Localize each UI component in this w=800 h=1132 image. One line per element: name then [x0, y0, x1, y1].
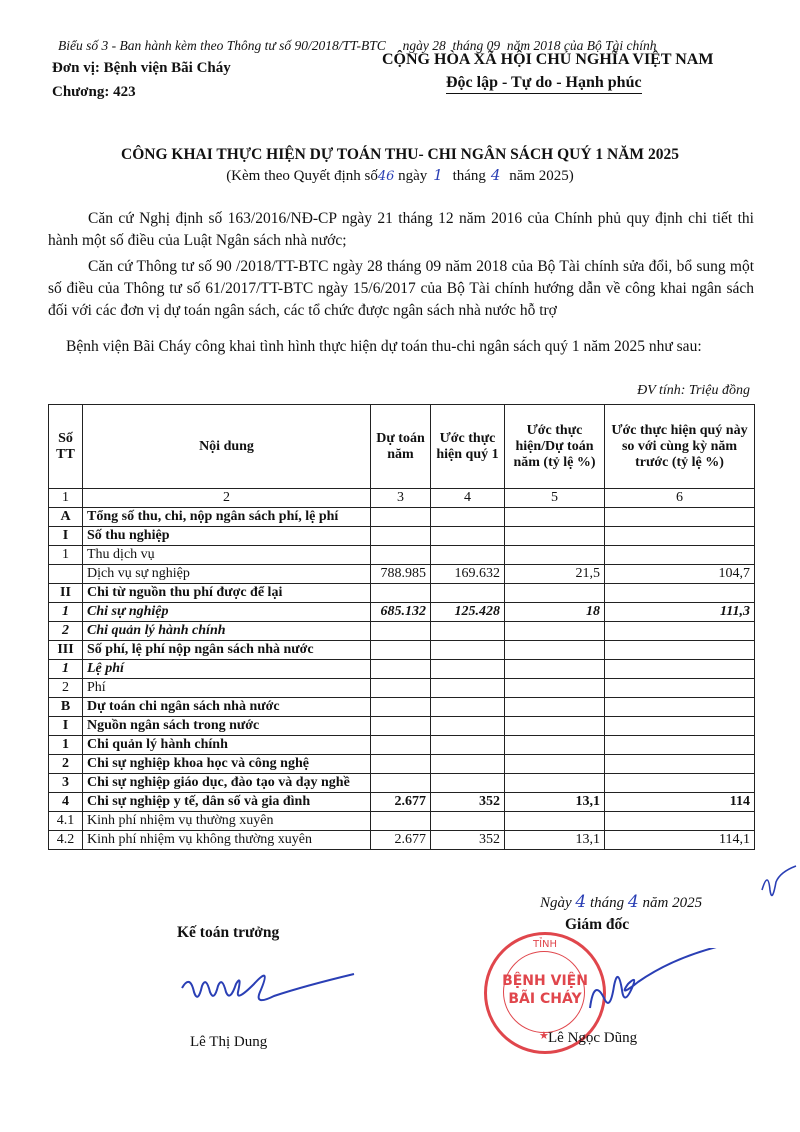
- chief-accountant-title: Kế toán trưởng: [177, 924, 280, 941]
- row-content: Dịch vụ sự nghiệp: [83, 565, 371, 584]
- table-body: [49, 508, 755, 850]
- row-ratio-estimate: [505, 755, 605, 774]
- row-stt: 1: [49, 603, 83, 622]
- stamp-top-text: TỈNH: [532, 939, 558, 950]
- row-annual-estimate: 685.132: [371, 603, 431, 622]
- row-ratio-prev-year: [605, 527, 755, 546]
- table-row: [49, 584, 755, 603]
- row-ratio-estimate: 13,1: [505, 793, 605, 812]
- row-q1-estimate: 125.428: [431, 603, 505, 622]
- table-row: [49, 755, 755, 774]
- row-content: Thu dịch vụ: [83, 546, 371, 565]
- subtitle-suffix: năm 2025): [509, 168, 574, 184]
- row-stt: A: [49, 508, 83, 527]
- col-number: 1: [49, 489, 83, 508]
- row-ratio-prev-year: [605, 698, 755, 717]
- row-stt: 4: [49, 793, 83, 812]
- row-stt: 4.2: [49, 831, 83, 850]
- budget-table: [48, 404, 755, 850]
- col-number: 3: [371, 489, 431, 508]
- row-content: Phí: [83, 679, 371, 698]
- row-ratio-prev-year: [605, 679, 755, 698]
- sign-date-prefix: Ngày: [540, 895, 572, 911]
- row-ratio-prev-year: [605, 508, 755, 527]
- row-q1-estimate: [431, 527, 505, 546]
- unit-note: ĐV tính: Triệu đồng: [637, 383, 750, 398]
- paragraph-3: Bệnh viện Bãi Cháy công khai tình hình thực hiện dự toán thu-chi ngân sách quý 1 năm 2025 như sau:: [66, 338, 702, 355]
- row-ratio-prev-year: [605, 736, 755, 755]
- row-ratio-prev-year: [605, 622, 755, 641]
- col-number: 2: [83, 489, 371, 508]
- motto: Độc lập - Tự do - Hạnh phúc: [446, 74, 642, 94]
- row-ratio-prev-year: [605, 812, 755, 831]
- header-ratio-estimate: Ước thực hiện/Dự toán năm (tỷ lệ %): [505, 405, 605, 489]
- row-ratio-estimate: [505, 774, 605, 793]
- row-annual-estimate: [371, 584, 431, 603]
- row-content: Dự toán chi ngân sách nhà nước: [83, 698, 371, 717]
- stamp-line-2: BÃI CHÁY: [508, 991, 582, 1007]
- row-annual-estimate: [371, 812, 431, 831]
- row-annual-estimate: [371, 546, 431, 565]
- sign-month-label: tháng: [590, 895, 625, 911]
- row-stt: B: [49, 698, 83, 717]
- row-stt: 2: [49, 622, 83, 641]
- decision-month: 4: [490, 166, 501, 184]
- table-row: [49, 641, 755, 660]
- table-row: [49, 508, 755, 527]
- row-ratio-estimate: [505, 546, 605, 565]
- sign-date: [540, 892, 702, 912]
- row-ratio-estimate: 21,5: [505, 565, 605, 584]
- row-stt: II: [49, 584, 83, 603]
- row-stt: 2: [49, 755, 83, 774]
- row-content: Kinh phí nhiệm vụ thường xuyên: [83, 812, 371, 831]
- table-row: [49, 660, 755, 679]
- row-ratio-prev-year: [605, 584, 755, 603]
- subtitle-day-label: ngày: [398, 168, 428, 184]
- row-q1-estimate: [431, 698, 505, 717]
- table-row: [49, 679, 755, 698]
- row-annual-estimate: [371, 774, 431, 793]
- row-ratio-prev-year: 111,3: [605, 603, 755, 622]
- row-annual-estimate: [371, 698, 431, 717]
- paragraph-1: Căn cứ Nghị định số 163/2016/NĐ-CP ngày 21 tháng 12 năm 2016 của Chính phủ quy định chi tiết thi hành một số điều của Luật Ngân sách nhà nước;: [48, 210, 754, 249]
- sign-month: 4: [627, 892, 639, 912]
- row-q1-estimate: [431, 679, 505, 698]
- row-annual-estimate: [371, 641, 431, 660]
- stamp-line-1: BỆNH VIỆN: [502, 973, 588, 989]
- row-ratio-estimate: [505, 660, 605, 679]
- row-content: Lệ phí: [83, 660, 371, 679]
- nation-title: CỘNG HÒA XÃ HỘI CHỦ NGHĨA VIỆT NAM: [382, 51, 714, 68]
- row-q1-estimate: [431, 717, 505, 736]
- table-row: [49, 603, 755, 622]
- row-ratio-estimate: [505, 679, 605, 698]
- row-q1-estimate: [431, 812, 505, 831]
- row-annual-estimate: [371, 527, 431, 546]
- row-ratio-estimate: [505, 812, 605, 831]
- table-row: [49, 622, 755, 641]
- col-number: 5: [505, 489, 605, 508]
- row-ratio-prev-year: [605, 717, 755, 736]
- subtitle-month-label: tháng: [452, 168, 486, 184]
- director-name: Lê Ngọc Dũng: [548, 1030, 638, 1046]
- table-row: [49, 812, 755, 831]
- row-annual-estimate: 2.677: [371, 793, 431, 812]
- sign-date-suffix: năm 2025: [642, 895, 703, 911]
- row-annual-estimate: [371, 660, 431, 679]
- row-q1-estimate: [431, 508, 505, 527]
- unit-line: Đơn vị: Bệnh viện Bãi Cháy: [52, 60, 231, 76]
- row-ratio-estimate: [505, 622, 605, 641]
- table-row: [49, 698, 755, 717]
- doc-subtitle: [0, 166, 800, 185]
- row-stt: 4.1: [49, 812, 83, 831]
- row-content: Chi sự nghiệp khoa học và công nghệ: [83, 755, 371, 774]
- row-q1-estimate: [431, 546, 505, 565]
- row-annual-estimate: [371, 508, 431, 527]
- row-annual-estimate: 788.985: [371, 565, 431, 584]
- row-q1-estimate: 352: [431, 831, 505, 850]
- row-q1-estimate: 169.632: [431, 565, 505, 584]
- row-content: Chi quản lý hành chính: [83, 622, 371, 641]
- table-row: [49, 527, 755, 546]
- col-number: 4: [431, 489, 505, 508]
- decision-day: 1: [433, 166, 443, 184]
- row-ratio-estimate: [505, 698, 605, 717]
- row-q1-estimate: [431, 774, 505, 793]
- row-content: Số thu nghiệp: [83, 527, 371, 546]
- row-ratio-prev-year: [605, 660, 755, 679]
- header-stt: Số TT: [49, 405, 83, 489]
- row-content: Chi quản lý hành chính: [83, 736, 371, 755]
- row-stt: 1: [49, 660, 83, 679]
- col-number: 6: [605, 489, 755, 508]
- row-stt: I: [49, 717, 83, 736]
- row-q1-estimate: [431, 584, 505, 603]
- table-row: [49, 774, 755, 793]
- row-content: Tổng số thu, chi, nộp ngân sách phí, lệ phí: [83, 508, 371, 527]
- row-ratio-estimate: [505, 717, 605, 736]
- row-content: Số phí, lệ phí nộp ngân sách nhà nước: [83, 641, 371, 660]
- row-ratio-prev-year: 114: [605, 793, 755, 812]
- header-q1-estimate: Ước thực hiện quý 1: [431, 405, 505, 489]
- chief-accountant-name: Lê Thị Dung: [190, 1034, 268, 1050]
- row-q1-estimate: 352: [431, 793, 505, 812]
- row-ratio-estimate: [505, 584, 605, 603]
- row-ratio-prev-year: [605, 755, 755, 774]
- row-q1-estimate: [431, 622, 505, 641]
- row-stt: I: [49, 527, 83, 546]
- table-row: [49, 831, 755, 850]
- row-ratio-estimate: 18: [505, 603, 605, 622]
- row-ratio-estimate: [505, 508, 605, 527]
- row-ratio-prev-year: [605, 774, 755, 793]
- row-annual-estimate: [371, 679, 431, 698]
- row-content: Kinh phí nhiệm vụ không thường xuyên: [83, 831, 371, 850]
- header-annual-estimate: Dự toán năm: [371, 405, 431, 489]
- director-title: Giám đốc: [565, 916, 630, 933]
- row-q1-estimate: [431, 641, 505, 660]
- row-q1-estimate: [431, 660, 505, 679]
- row-content: Chi từ nguồn thu phí được để lại: [83, 584, 371, 603]
- form-note: Biểu số 3 - Ban hành kèm theo Thông tư số 90/2018/TT-BTC ngày 28 tháng 09 năm 2018 của Bộ Tài chính: [58, 38, 657, 53]
- table-row: [49, 717, 755, 736]
- row-ratio-prev-year: [605, 546, 755, 565]
- row-content: Nguồn ngân sách trong nước: [83, 717, 371, 736]
- doc-title: CÔNG KHAI THỰC HIỆN DỰ TOÁN THU- CHI NGÂN SÁCH QUÝ 1 NĂM 2025: [121, 146, 679, 163]
- sign-day: 4: [575, 892, 587, 912]
- row-annual-estimate: 2.677: [371, 831, 431, 850]
- row-q1-estimate: [431, 755, 505, 774]
- row-content: Chi sự nghiệp: [83, 603, 371, 622]
- row-ratio-estimate: [505, 641, 605, 660]
- row-stt: 1: [49, 736, 83, 755]
- chief-accountant-signature: [170, 946, 380, 1016]
- row-stt: 3: [49, 774, 83, 793]
- row-annual-estimate: [371, 736, 431, 755]
- decision-number: 46: [377, 169, 395, 184]
- row-ratio-prev-year: 104,7: [605, 565, 755, 584]
- row-stt: 2: [49, 679, 83, 698]
- row-stt: [49, 565, 83, 584]
- row-stt: III: [49, 641, 83, 660]
- paragraph-2: Căn cứ Thông tư số 90 /2018/TT-BTC ngày 28 tháng 09 năm 2018 của Bộ Tài chính sửa đổi, bổ sung một số điều của Thông tư số 61/2017/TT-BTC ngày 15/6/2017 của Bộ Tài chính hướng dẫn về công khai ngân sách đối với các đơn vị dự toán ngân sách, các tổ chức được ngân sách nhà nước hỗ trợ: [48, 258, 754, 319]
- row-ratio-prev-year: 114,1: [605, 831, 755, 850]
- table-row: [49, 793, 755, 812]
- row-annual-estimate: [371, 717, 431, 736]
- table-row: [49, 546, 755, 565]
- table-row: [49, 565, 755, 584]
- subtitle-prefix: (Kèm theo Quyết định số: [226, 168, 378, 184]
- row-stt: 1: [49, 546, 83, 565]
- row-ratio-estimate: 13,1: [505, 831, 605, 850]
- row-q1-estimate: [431, 736, 505, 755]
- header-ratio-prev-year: Ước thực hiện quý này so với cùng kỳ năm trước (tỷ lệ %): [605, 405, 755, 489]
- table-row: [49, 736, 755, 755]
- chapter-line: Chương: 423: [52, 84, 136, 100]
- row-ratio-estimate: [505, 527, 605, 546]
- row-content: Chi sự nghiệp giáo dục, đào tạo và dạy nghề: [83, 774, 371, 793]
- row-content: Chi sự nghiệp y tế, dân số và gia đình: [83, 793, 371, 812]
- row-ratio-prev-year: [605, 641, 755, 660]
- row-annual-estimate: [371, 755, 431, 774]
- director-signature: [560, 948, 760, 1038]
- header-content: Nội dung: [83, 405, 371, 489]
- margin-initial-mark: [758, 862, 800, 902]
- stamp-star-icon: ★: [539, 1030, 549, 1042]
- row-ratio-estimate: [505, 736, 605, 755]
- row-annual-estimate: [371, 622, 431, 641]
